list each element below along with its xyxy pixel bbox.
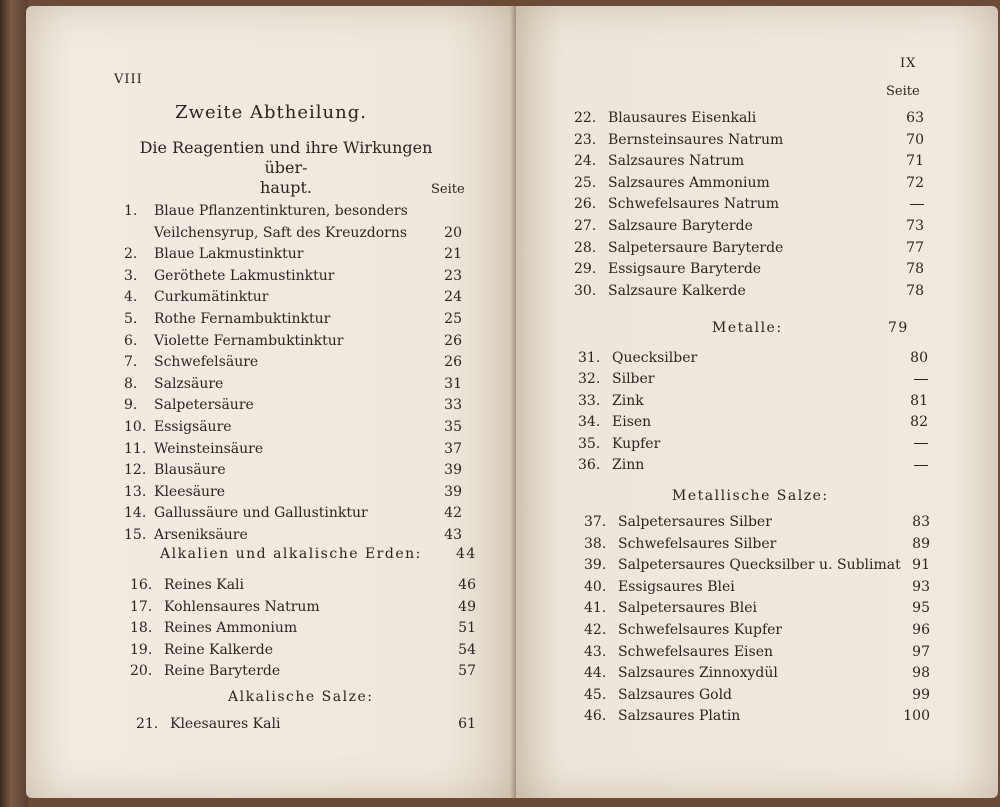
entry-title: Schwefelsaures Natrum [608,196,780,213]
entry-number: 20. [130,663,153,680]
section-heading-alkalien [160,546,477,562]
entry-number: 42. [584,622,607,638]
toc-entry [574,281,924,301]
entry-title: Salpetersaures Quecksilber u. Sublimat [618,557,901,574]
entry-number: 30. [574,282,597,299]
entry-page: 95 [912,600,930,617]
entry-title: Gallussäure und Gallustinktur [154,505,368,522]
entry-title: Blaue Pflanzentinkturen, besonders [154,203,408,219]
entry-number: 26. [574,196,597,213]
toc-entry [124,482,462,502]
dash-mark [914,465,928,466]
toc-entry [124,309,462,329]
entry-number: 24. [574,153,597,170]
entry-title: Salzsaures Zinnoxydül [618,665,778,682]
entry-title: Essigsäure [154,419,232,435]
entry-page [914,455,928,475]
entry-number: 23. [574,131,597,148]
entry-title: Eisen [612,414,652,431]
toc-entry [578,412,928,432]
toc-entry [584,598,930,618]
entry-title: Reines Ammonium [164,620,298,637]
entry-title: Salzsaures Platin [618,708,741,725]
entry-number: 5. [124,311,138,327]
entry-page: 80 [910,350,928,366]
entry-title: Kohlensaures Natrum [164,598,320,615]
entry-title: Salzsaures Ammonium [608,174,770,191]
entry-page: 37 [444,440,462,457]
entry-page: 54 [458,641,476,658]
entry-number: 32. [578,371,601,388]
entry-page: 49 [458,598,476,615]
entry-title: Blausaures Eisenkali [608,110,757,126]
toc-entry [124,395,462,415]
toc-entry [578,391,928,411]
entry-page: 81 [910,392,928,409]
entry-page: 100 [903,708,930,725]
toc-entry [584,663,930,683]
entry-page: 70 [906,131,924,148]
toc-entry [124,287,462,307]
entry-number: 25. [574,174,597,191]
entry-page: 77 [906,239,924,256]
entry-number: 6. [124,332,138,349]
entry-page: 83 [912,514,930,530]
entry-title: Quecksilber [612,350,698,366]
toc-entry [130,575,476,595]
section-heading-metallische-salze: Metallische Salze: [672,488,829,504]
toc-entry [124,244,462,264]
seite-label: Seite [431,182,465,197]
entry-title: Weinsteinsäure [154,440,264,457]
entry-title: Salzsaure Kalkerde [608,282,746,299]
section-heading-alkalische-salze: Alkalische Salze: [228,689,374,705]
toc-entry [574,216,924,236]
entry-number: 35. [578,435,601,452]
entry-number: 22. [574,110,597,126]
entry-page: 35 [444,419,462,435]
dash-mark [914,379,928,380]
entry-number: 33. [578,392,601,409]
entry-number: 31. [578,350,601,366]
entry-title: Kupfer [612,435,661,452]
page-number: VIII [114,72,143,87]
toc-entry [124,439,462,459]
entry-page: 26 [444,354,462,371]
entry-number: 19. [130,641,153,658]
entry-number: 13. [124,483,147,500]
right-page [516,6,998,798]
entry-page: 82 [910,414,928,431]
entry-page: 72 [906,174,924,191]
toc-entry [574,130,924,150]
entry-number: 14. [124,505,147,522]
entry-number: 36. [578,457,601,473]
entry-page: 78 [906,261,924,278]
toc-entry [124,503,462,523]
toc-entry [124,525,462,545]
toc-entry [574,194,924,214]
toc-entry [574,238,924,258]
section-label: Alkalien und alkalische Erden: [160,546,422,562]
entry-number: 46. [584,708,607,725]
toc-entry [136,714,476,734]
entry-page: 23 [444,267,462,284]
entry-title: Schwefelsaures Kupfer [618,622,783,638]
book-spine [0,0,28,807]
entry-number: 34. [578,414,601,431]
entry-title: Veilchensyrup, Saft des Kreuzdorns [154,224,408,241]
entry-page: 26 [444,332,462,349]
entry-title: Kleesaures Kali [170,716,281,732]
toc-entry [124,417,462,437]
entry-number: 45. [584,686,607,703]
entry-number: 15. [124,527,147,543]
entry-number: 11. [124,440,147,457]
entry-page [910,194,924,214]
toc-entry [574,151,924,171]
toc-entry [130,597,476,617]
entry-number: 29. [574,261,597,278]
entry-page: 39 [444,483,462,500]
entry-number: 16. [130,577,153,593]
entry-title: Bernsteinsaures Natrum [608,131,784,148]
entry-title: Salzsaure Baryterde [608,218,753,234]
toc-entry [578,348,928,368]
entry-number: 12. [124,462,147,479]
entry-number: 1. [124,203,138,219]
toc-entry [574,108,924,128]
toc-entry [584,642,930,662]
entry-page: 99 [912,686,930,703]
toc-entry [578,455,928,475]
entry-title: Arseniksäure [154,527,248,543]
entry-title: Schwefelsaures Silber [618,535,777,552]
entry-title: Blausäure [154,462,226,479]
entry-number: 38. [584,535,607,552]
page-number: IX [900,56,917,71]
entry-number: 18. [130,620,153,637]
toc-entry [584,685,930,705]
entry-number: 41. [584,600,607,617]
seite-label: Seite [886,84,920,99]
entry-title: Geröthete Lakmustinktur [154,267,335,284]
entry-page: 71 [906,153,924,170]
entry-number: 40. [584,578,607,595]
entry-page: 31 [444,375,462,392]
entry-number: 3. [124,267,138,284]
left-page [26,6,516,798]
toc-entry [124,374,462,394]
toc-entry [130,661,476,681]
toc-entry [124,266,462,286]
entry-title: Kleesäure [154,483,226,500]
entry-number: 44. [584,665,607,682]
section-page: 44 [456,546,477,562]
entry-number: 4. [124,289,138,306]
entry-page: 73 [906,218,924,234]
entry-number: 17. [130,598,153,615]
entry-page: 46 [458,577,476,593]
entry-page: 51 [458,620,476,637]
entry-page: 39 [444,462,462,479]
entry-number: 28. [574,239,597,256]
entry-page: 91 [912,557,930,574]
entry-number: 10. [124,419,147,435]
toc-entry [124,460,462,480]
toc-entry [578,434,928,454]
entry-title: Schwefelsäure [154,354,259,371]
entry-title: Reines Kali [164,577,245,593]
subtitle-line: Die Reagentien und ihre Wirkungen über- [139,138,433,177]
entry-title: Zinn [612,457,645,473]
toc-entry [124,352,462,372]
toc-entry [584,620,930,640]
entry-title: Violette Fernambuktinktur [154,332,344,349]
toc-entry [574,173,924,193]
entry-number: 7. [124,354,138,371]
entry-page: 96 [912,622,930,638]
entry-title: Salpetersaures Blei [618,600,757,617]
toc-entry [584,512,930,532]
entry-page: 43 [444,527,462,543]
entry-title: Zink [612,392,644,409]
entry-number: 21. [136,716,159,732]
entry-title: Reine Kalkerde [164,641,274,658]
toc-entry [130,640,476,660]
entry-title: Essigsaure Baryterde [608,261,762,278]
entry-page: 42 [444,505,462,522]
dash-mark [914,443,928,444]
toc-entry [584,577,930,597]
section-heading-metalle [712,320,909,336]
section-label: Metalle: [712,320,783,336]
entry-page: 24 [444,289,462,306]
toc-entry [574,259,924,279]
toc-entry [584,534,930,554]
entry-page: 98 [912,665,930,682]
entry-title: Blaue Lakmustinktur [154,246,304,263]
entry-number: 37. [584,514,607,530]
entry-page: 25 [444,311,462,327]
entry-title: Silber [612,371,655,388]
entry-number: 8. [124,375,138,392]
entry-title: Curkumätinktur [154,289,269,306]
entry-title: Rothe Fernambuktinktur [154,311,331,327]
entry-title: Salzsäure [154,375,224,392]
entry-title: Salzsaures Natrum [608,153,745,170]
toc-entry [584,555,930,575]
entry-page: 57 [458,663,476,680]
entry-title: Salpetersaures Silber [618,514,772,530]
entry-title: Salzsaures Gold [618,686,733,703]
entry-title: Essigsaures Blei [618,578,735,595]
dash-mark [910,204,924,205]
entry-page: 21 [444,246,462,263]
section-subtitle [116,138,456,198]
entry-page: 63 [906,110,924,126]
entry-page [914,434,928,454]
entry-number: 27. [574,218,597,234]
entry-number: 9. [124,397,138,414]
entry-page: 78 [906,282,924,299]
entry-number: 43. [584,643,607,660]
toc-entry [124,201,462,221]
entry-page [914,369,928,389]
toc-entry [584,706,930,726]
entry-page: 33 [444,397,462,414]
section-page: 79 [888,320,909,336]
toc-entry [130,618,476,638]
toc-entry [124,223,462,243]
toc-entry [578,369,928,389]
entry-title: Reine Baryterde [164,663,281,680]
entry-title: Salpetersaure Baryterde [608,239,784,256]
section-title: Zweite Abtheilung. [175,102,367,123]
entry-page: 93 [912,578,930,595]
subtitle-line: haupt. [260,178,312,197]
entry-page: 97 [912,643,930,660]
entry-number: 2. [124,246,138,263]
entry-page: 20 [444,224,462,241]
toc-entry [124,331,462,351]
entry-title: Schwefelsaures Eisen [618,643,774,660]
entry-title: Salpetersäure [154,397,254,414]
entry-page: 61 [458,716,476,732]
entry-page: 89 [912,535,930,552]
entry-number: 39. [584,557,607,574]
